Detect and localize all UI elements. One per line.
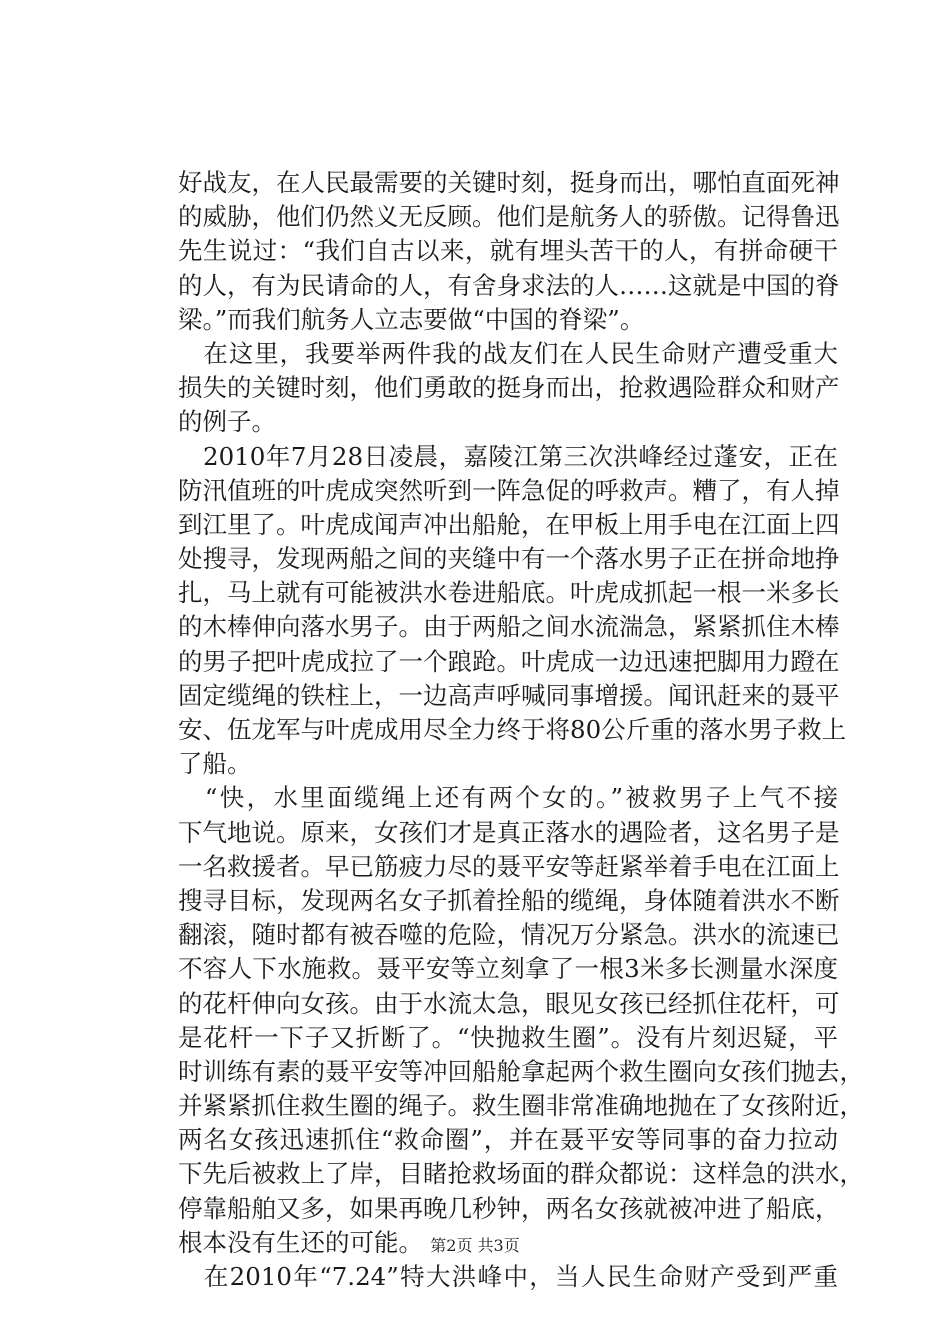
paragraph [178,781,864,1260]
text-line: 一名救援者。早已筋疲力尽的聂平安等赶紧举着手电在江面上 [178,851,840,881]
text-line: 不容人下水施救。聂平安等立刻拿了一根3米多长测量水深度 [178,954,838,984]
text-line: 固定缆绳的铁柱上，一边高声呼喊同事增援。闻讯赶来的聂平 [178,680,840,710]
text-line: 了船。 [178,749,252,779]
text-line: 防汛值班的叶虎成突然听到一阵急促的呼救声。糟了，有人掉 [178,475,840,505]
text-line: 的花杆伸向女孩。由于水流太急，眼见女孩已经抓住花杆，可 [178,988,840,1018]
text-line: 是花杆一下子又折断了。“快抛救生圈”。没有片刻迟疑，平 [178,1022,838,1052]
text-line: 在2010年“7.24”特大洪峰中，当人民生命财产受到严重 [178,1262,838,1291]
page-footer [0,1236,950,1256]
text-line: 损失的关键时刻，他们勇敢的挺身而出，抢救遇险群众和财产 [178,373,840,403]
text-line: 的男子把叶虎成拉了一个踉跄。叶虎成一边迅速把脚用力蹬在 [178,646,840,676]
text-line: 并紧紧抓住救生圈的绳子。救生圈非常准确地抛在了女孩附近， [178,1091,864,1121]
text-line: 下气地说。原来，女孩们才是真正落水的遇险者，这名男子是 [178,817,840,847]
text-line: 2010年7月28日凌晨，嘉陵江第三次洪峰经过蓬安，正在 [178,441,838,471]
text-line: 下先后被救上了岸，目睹抢救场面的群众都说：这样急的洪水， [178,1159,864,1189]
text-line: 好战友，在人民最需要的关键时刻，挺身而出，哪怕直面死神 [178,168,840,197]
text-line: 先生说过：“我们自古以来，就有埋头苦干的人，有拼命硬干 [178,236,838,266]
text-line: 安、伍龙军与叶虎成用尽全力终于将80公斤重的落水男子救上 [178,715,847,744]
text-line: 翻滚，随时都有被吞噬的危险，情况万分紧急。洪水的流速已 [178,920,840,950]
text-line: 到江里了。叶虎成闻声冲出船舱，在甲板上用手电在江面上四 [178,509,840,539]
text-line: 两名女孩迅速抓住“救命圈”，并在聂平安等同事的奋力拉动 [178,1125,838,1155]
text-line: 在这里，我要举两件我的战友们在人民生命财产遭受重大 [178,338,838,368]
text-line: 根本没有生还的可能。 [178,1227,423,1257]
text-line: 处搜寻，发现两船之间的夹缝中有一个落水男子正在拼命地挣 [178,544,840,574]
paragraph [178,440,847,782]
paragraph [178,1260,838,1294]
text-line: 的威胁，他们仍然义无反顾。他们是航务人的骄傲。记得鲁迅 [178,202,840,232]
text-line: 的例子。 [178,407,276,437]
page-number: 第2页 共3页 [430,1236,520,1255]
paragraph [178,166,838,337]
paragraph [178,337,838,440]
text-line: 停靠船舶又多，如果再晚几秒钟，两名女孩就被冲进了船底， [178,1193,840,1223]
text-line: 梁。”而我们航务人立志要做“中国的脊梁”。 [178,304,645,334]
document-body [178,166,864,1294]
text-line: 搜寻目标，发现两名女子抓着拴船的缆绳，身体随着洪水不断 [178,885,840,915]
text-line: “快，水里面缆绳上还有两个女的。”被救男子上气不接 [178,783,838,813]
text-line: 扎，马上就有可能被洪水卷进船底。叶虎成抓起一根一米多长 [178,578,840,608]
text-line: 时训练有素的聂平安等冲回船舱拿起两个救生圈向女孩们抛去， [178,1056,864,1086]
text-line: 的人，有为民请命的人，有舍身求法的人……这就是中国的脊 [178,270,840,300]
text-line: 的木棒伸向落水男子。由于两船之间水流湍急，紧紧抓住木棒 [178,612,840,642]
